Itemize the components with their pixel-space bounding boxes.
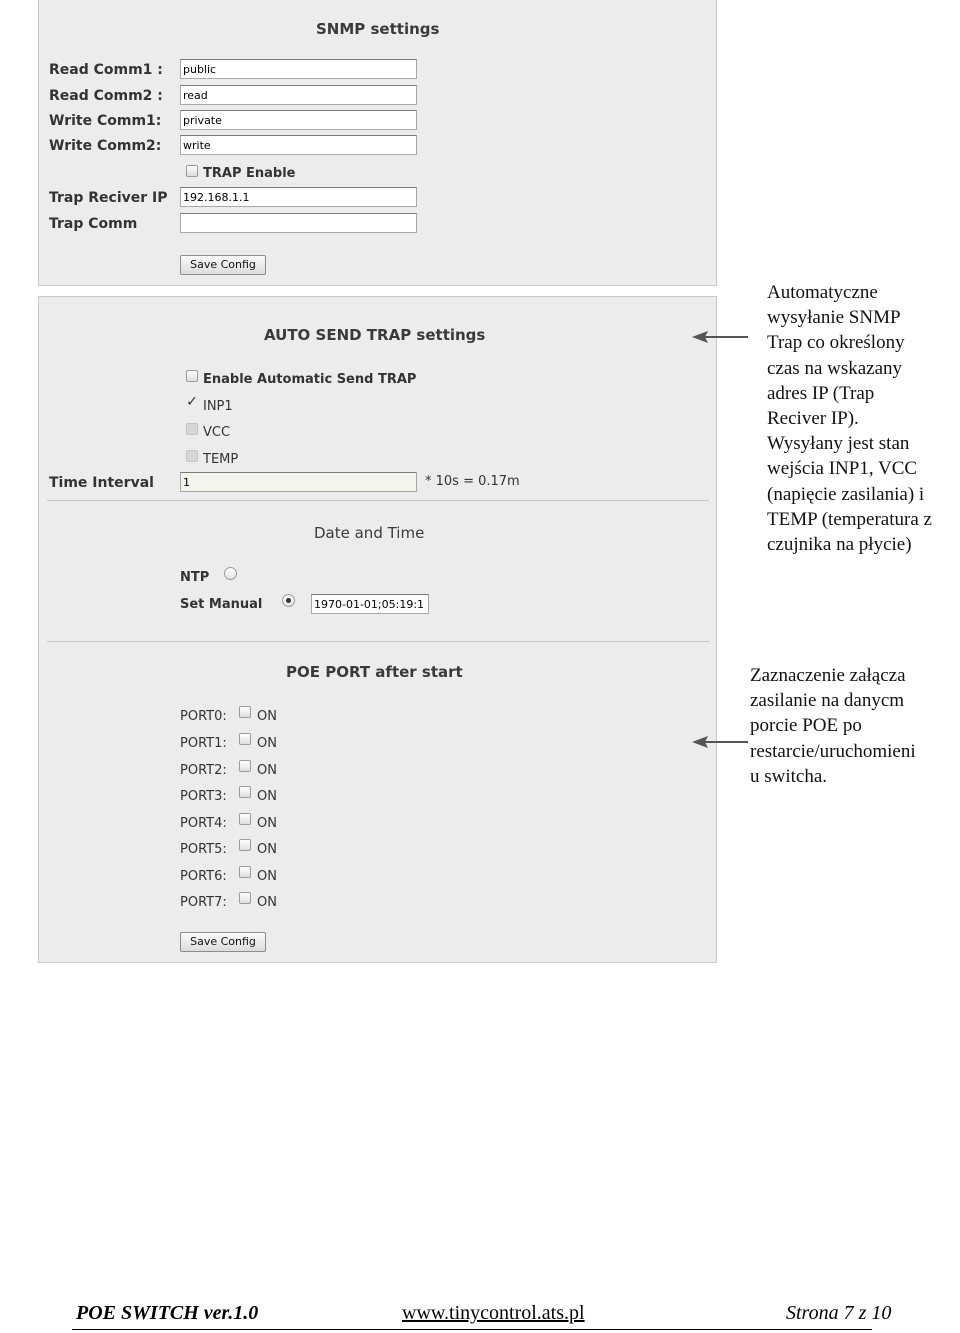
auto-trap-panel [38,296,717,963]
port6-on-label: ON [257,869,277,884]
set-manual-radio[interactable] [282,594,295,607]
port1-on-label: ON [257,736,277,751]
read-comm1-input[interactable] [180,59,417,79]
poe-port-title: POE PORT after start [286,663,463,681]
port4-on-label: ON [257,816,277,831]
port7-on-label: ON [257,895,277,910]
auto-trap-title: AUTO SEND TRAP settings [264,326,486,344]
inp1-label: INP1 [203,399,233,414]
trap-receiver-ip-input[interactable] [180,187,417,207]
time-interval-input[interactable] [180,472,417,492]
snmp-settings-panel [38,0,717,286]
arrow-left-icon [690,330,750,344]
save-config-button[interactable]: Save Config [180,255,266,275]
port5-on-label: ON [257,842,277,857]
port5-checkbox[interactable] [239,839,251,851]
trap-receiver-ip-label: Trap Reciver IP [49,190,168,206]
trap-enable-label: TRAP Enable [203,166,296,181]
vcc-checkbox[interactable] [186,423,198,435]
enable-auto-trap-label: Enable Automatic Send TRAP [203,372,417,387]
port3-on-label: ON [257,789,277,804]
save-config-button[interactable]: Save Config [180,932,266,952]
enable-auto-trap-checkbox[interactable] [186,370,198,382]
auto-trap-note: Automatyczne wysyłanie SNMP Trap co określony czas na wskazany adres IP (Trap Reciver IP). Wysyłany jest stan wejścia INP1, VCC (napięcie zasilania) i TEMP (temperatura z czujnika na płycie) [767,282,932,556]
port6-checkbox[interactable] [239,866,251,878]
temp-checkbox[interactable] [186,450,198,462]
port1-label: PORT1: [180,736,227,751]
port2-label: PORT2: [180,763,227,778]
trap-enable-checkbox[interactable] [186,165,198,177]
write-comm1-input[interactable] [180,110,417,130]
port0-checkbox[interactable] [239,706,251,718]
manual-datetime-input[interactable] [311,594,429,614]
port6-label: PORT6: [180,869,227,884]
trap-comm-input[interactable] [180,213,417,233]
port0-label: PORT0: [180,709,227,724]
read-comm2-input[interactable] [180,85,417,105]
port1-checkbox[interactable] [239,733,251,745]
port3-checkbox[interactable] [239,786,251,798]
port4-label: PORT4: [180,816,227,831]
read-comm2-label: Read Comm2 : [49,88,163,104]
port3-label: PORT3: [180,789,227,804]
set-manual-label: Set Manual [180,597,263,612]
write-comm2-input[interactable] [180,135,417,155]
ntp-label: NTP [180,570,210,585]
read-comm1-label: Read Comm1 : [49,62,163,78]
port7-label: PORT7: [180,895,227,910]
footer-page-number: Strona 7 z 10 [786,1302,892,1324]
port2-checkbox[interactable] [239,760,251,772]
trap-comm-label: Trap Comm [49,216,138,232]
footer-rule [72,1329,872,1330]
write-comm2-label: Write Comm2: [49,138,162,154]
divider [47,500,709,501]
footer-product: POE SWITCH ver.1.0 [76,1302,259,1324]
temp-label: TEMP [203,452,239,467]
time-interval-hint: * 10s = 0.17m [425,474,520,489]
inp1-checkbox[interactable]: ✓ [186,394,198,410]
ntp-radio[interactable] [224,567,237,580]
date-time-title: Date and Time [314,524,425,542]
port0-on-label: ON [257,709,277,724]
divider [47,641,709,642]
write-comm1-label: Write Comm1: [49,113,162,129]
port2-on-label: ON [257,763,277,778]
poe-port-note: Zaznaczenie załącza zasilanie na danycm porcie POE po restarcie/uruchomieni u switcha. [750,665,916,787]
vcc-label: VCC [203,425,231,440]
port4-checkbox[interactable] [239,813,251,825]
time-interval-label: Time Interval [49,475,154,491]
footer-website-link[interactable]: www.tinycontrol.ats.pl [402,1302,585,1324]
port7-checkbox[interactable] [239,892,251,904]
port5-label: PORT5: [180,842,227,857]
snmp-settings-title: SNMP settings [316,20,440,38]
arrow-left-icon [690,735,750,749]
